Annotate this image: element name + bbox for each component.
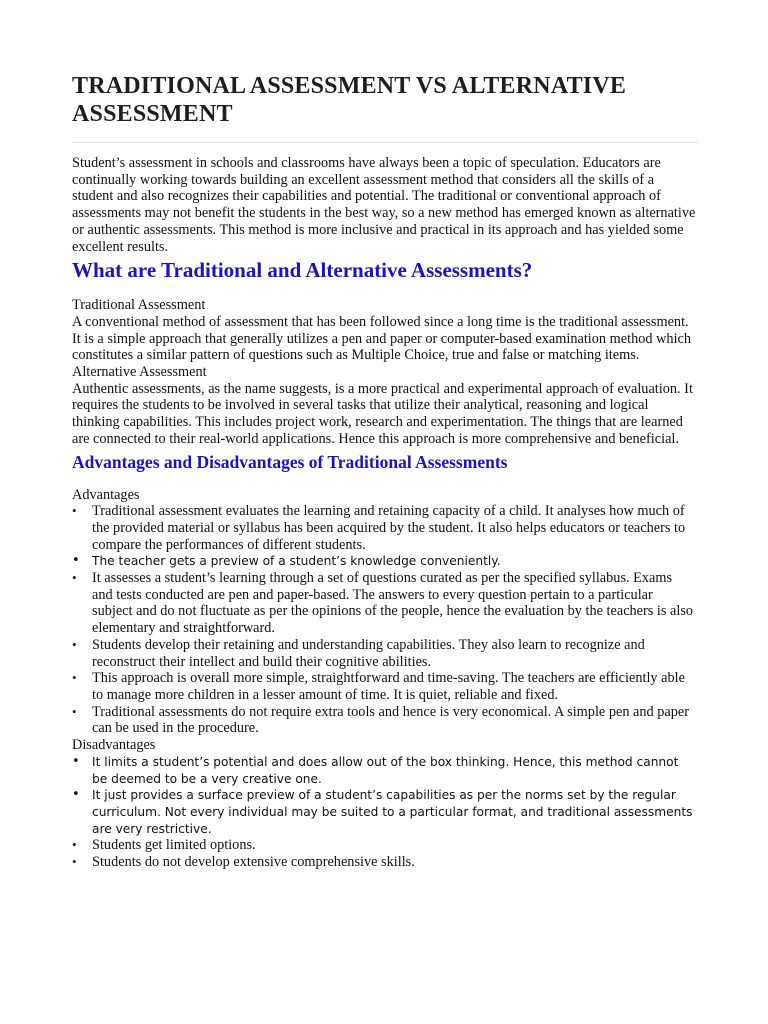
section-heading-what-are: What are Traditional and Alternative Assessments? xyxy=(72,258,533,283)
alternative-assessment-text: Authentic assessments, as the name suggests, is a more practical and experimental approach of evaluation. It requires the students to be involved in several tasks that utilize their analytical, reasoning and logical thinking capabilities. This includes project work, research and experimentation. The things that are learned are connected to their real-world applications. Hence this approach is more comprehensive and beneficial. xyxy=(72,380,693,447)
disadvantages-list xyxy=(72,754,696,871)
traditional-assessment-label: Traditional Assessment xyxy=(72,297,206,314)
list-item: • Students get limited options. xyxy=(72,837,696,854)
section-heading-advantages-disadvantages: Advantages and Disadvantages of Traditional Assessments xyxy=(72,451,508,472)
list-item: • Students do not develop extensive comprehensive skills. xyxy=(72,854,696,871)
intro-paragraph: Student’s assessment in schools and classrooms have always been a topic of speculation. Educators are continually working towards building an excellent assessment method that considers all the skills of a student and also recognizes their capabilities and potential. The traditional or conventional approach of assessments may not benefit the students in the best way, so a new method has emerged known as alternative or authentic assessments. This method is more inclusive and practical in its approach and has yielded some excellent results. xyxy=(72,155,696,255)
advantages-list xyxy=(72,503,696,737)
list-item: • Traditional assessment evaluates the learning and retaining capacity of a child. It analyses how much of the provided material or syllabus has been acquired by the student. It also helps educators or teachers to compare the performances of different students. xyxy=(72,503,696,553)
list-item: • Traditional assessments do not require extra tools and hence is very economical. A simple pen and paper can be used in the procedure. xyxy=(72,704,696,737)
list-item: • Students develop their retaining and understanding capabilities. They also learn to recognize and reconstruct their intellect and build their cognitive abilities. xyxy=(72,637,696,670)
list-item: • The teacher gets a preview of a student’s knowledge conveniently. xyxy=(72,553,696,570)
disadvantages-label: Disadvantages xyxy=(72,737,156,754)
alternative-assessment-label: Alternative Assessment xyxy=(72,364,207,381)
title-divider xyxy=(72,142,698,143)
list-item: • It limits a student’s potential and does allow out of the box thinking. Hence, this method cannot be deemed to be a very creative one. xyxy=(72,754,696,787)
traditional-assessment-text: A conventional method of assessment that has been followed since a long time is the traditional assessment. It is a simple approach that generally utilizes a pen and paper or computer-based examination method which constitutes a similar pattern of questions such as Multiple Choice, true and false or matching items. xyxy=(72,313,692,364)
list-item: • This approach is overall more simple, straightforward and time-saving. The teachers are efficiently able to manage more children in a lesser amount of time. It is quiet, reliable and fixed. xyxy=(72,670,696,703)
document-title: TRADITIONAL ASSESSMENT VS ALTERNATIVE ASSESSMENT xyxy=(72,73,627,127)
list-item: • It assesses a student’s learning through a set of questions curated as per the specified syllabus. Exams and tests conducted are pen and paper-based. The answers to every question pertain to a particular subject and do not fluctuate as per the opinions of the people, hence the evaluation by the teachers is also elementary and straightforward. xyxy=(72,570,696,637)
list-item: • It just provides a surface preview of a student’s capabilities as per the norms set by the regular curriculum. Not every individual may be suited to a particular format, and traditional assessments are very restrictive. xyxy=(72,787,696,837)
advantages-label: Advantages xyxy=(72,486,140,503)
